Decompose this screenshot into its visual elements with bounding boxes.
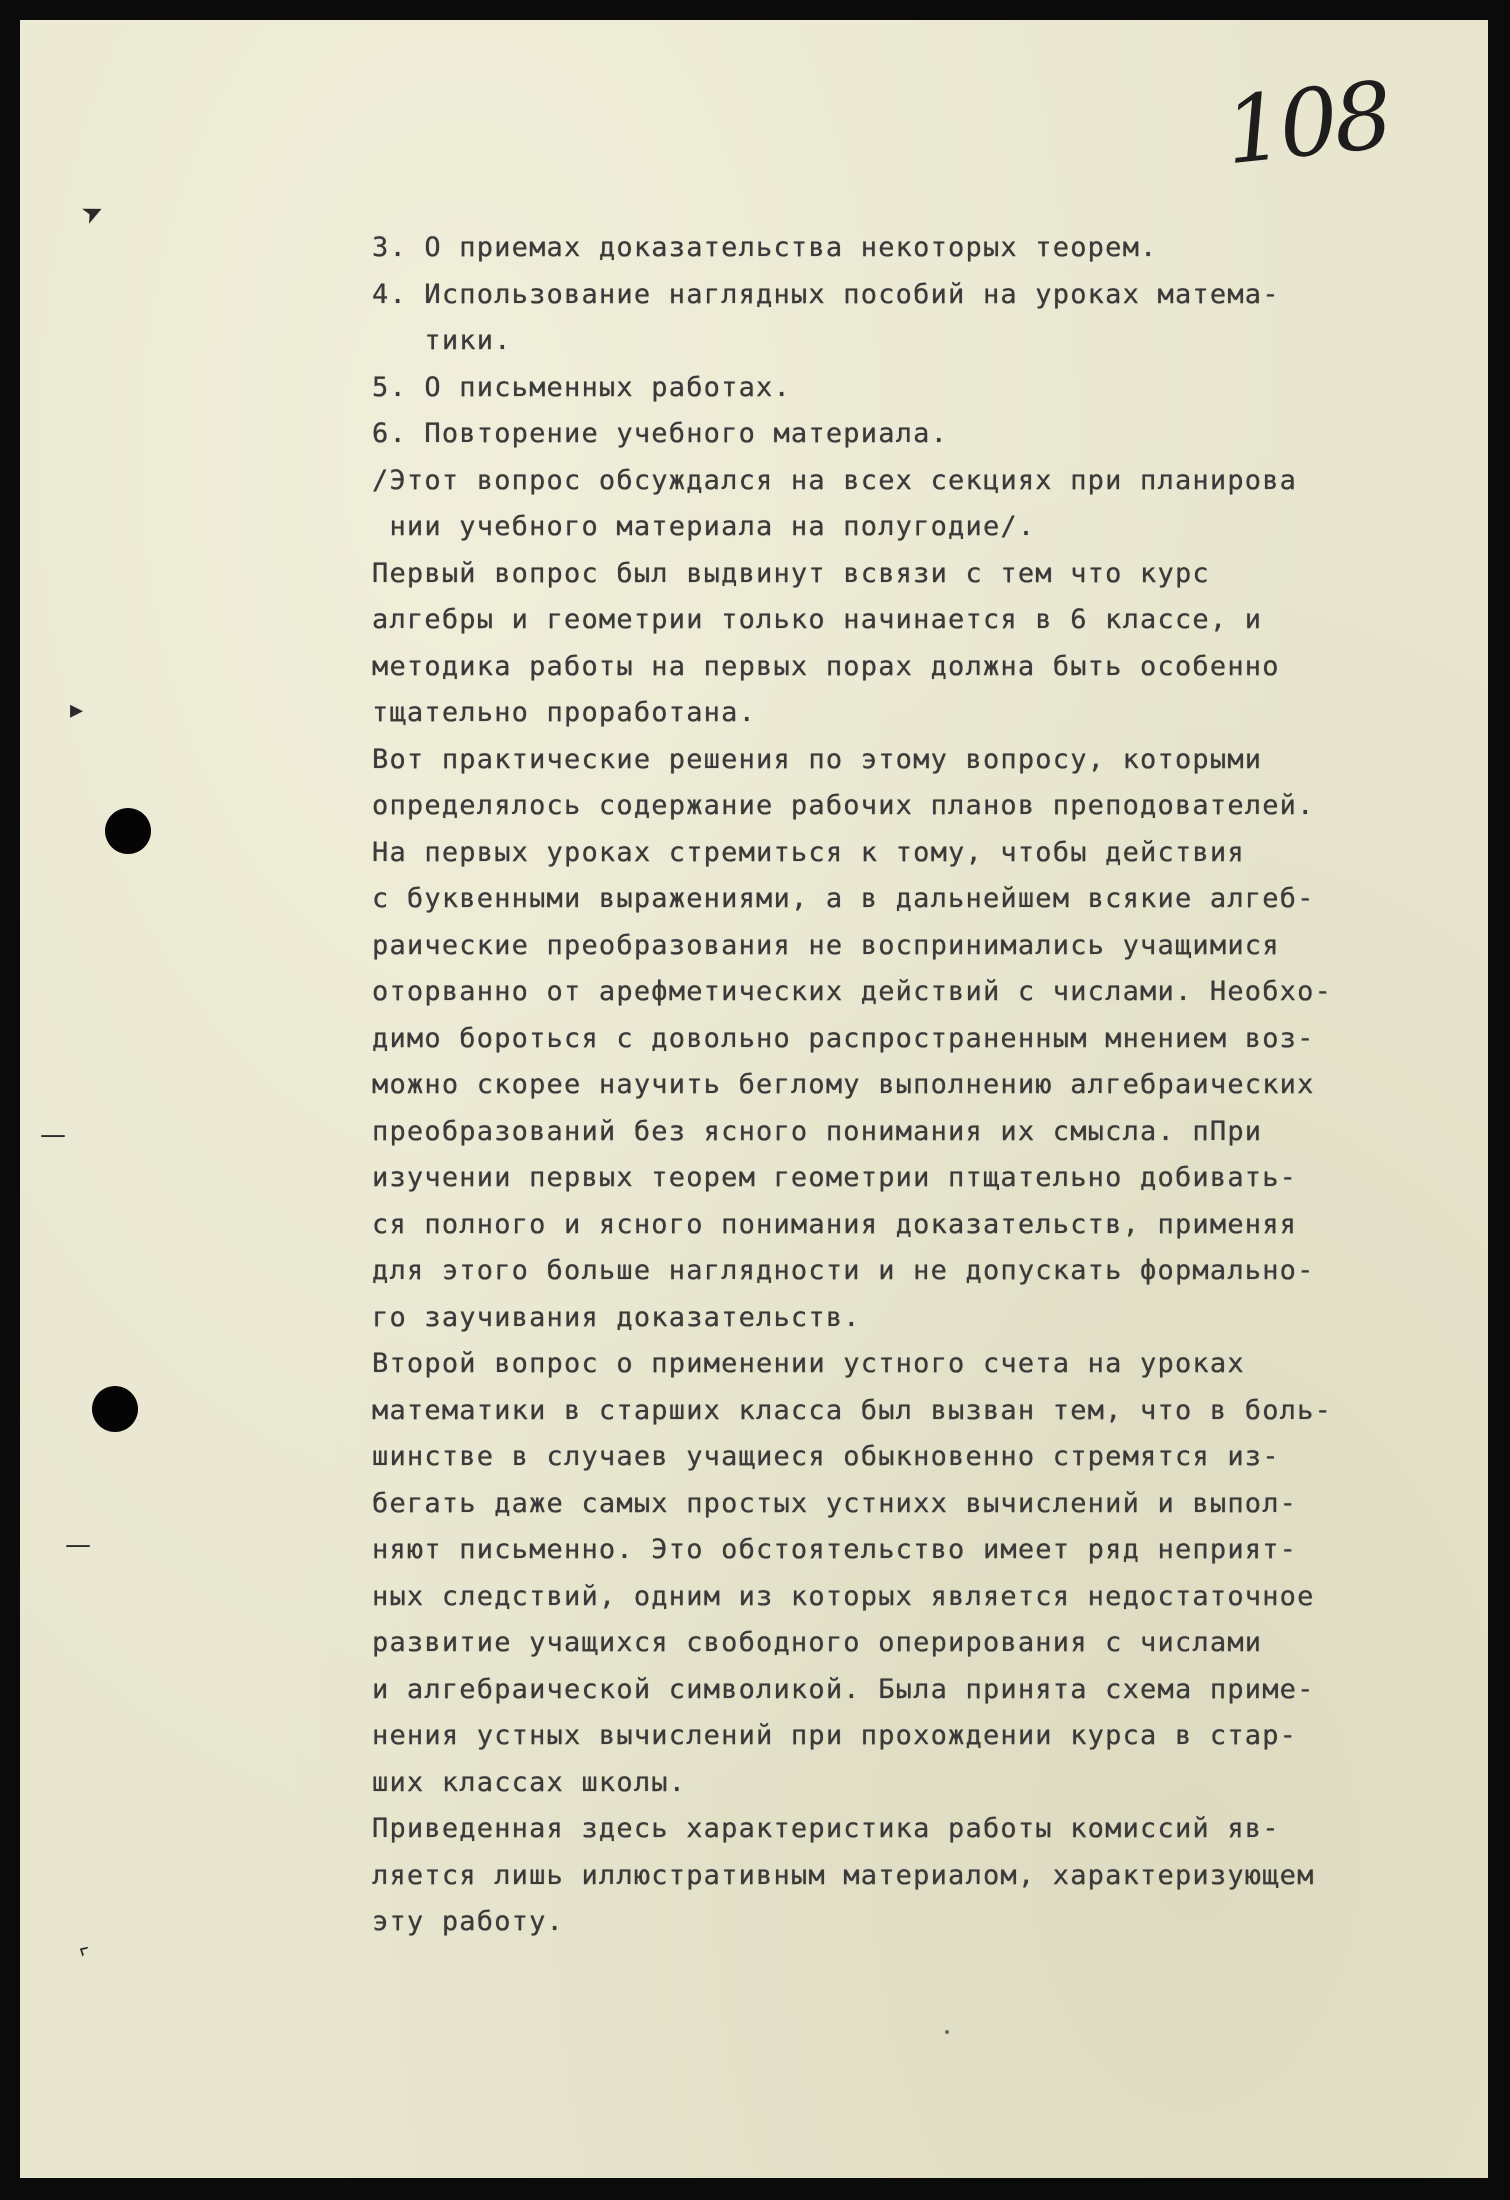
text-line: алгебры и геометрии только начинается в 6 классе, и — [372, 604, 1263, 635]
text-line: На первых уроках стремиться к тому, чтобы действия — [372, 836, 1245, 868]
handwritten-page-number: 108 — [1219, 61, 1394, 186]
typed-text-body — [372, 225, 1452, 1946]
text-line: ся полного и ясного понимания доказательств, применяя — [372, 1208, 1298, 1240]
text-line: раические преобразования не воспринимались учащимися — [372, 929, 1280, 961]
text-line: ляется лишь иллюстративным материалом, характеризующем — [372, 1859, 1315, 1891]
text-line: развитие учащихся свободного оперирования с числами — [372, 1627, 1263, 1658]
text-line: димо бороться с довольно распространенным мнением воз- — [372, 1022, 1315, 1054]
punch-hole — [105, 808, 151, 854]
text-line: нения устных вычислений при прохождении курса в стар- — [372, 1720, 1298, 1751]
text-line: /Этот вопрос обсуждался на всех секциях при планирова — [372, 464, 1298, 496]
margin-mark-icon: ‹ — [71, 1934, 96, 1966]
text-line: тики. — [372, 325, 512, 356]
margin-mark-icon: — — [40, 1120, 66, 1150]
punch-hole — [92, 1386, 138, 1432]
text-line: бегать даже самых простых устнихх вычислений и выпол- — [372, 1487, 1298, 1519]
text-line: с буквенными выражениями, а в дальнейшем всякие алгеб- — [372, 883, 1315, 914]
text-line: тщательно проработана. — [372, 697, 757, 728]
text-line: Приведенная здесь характеристика работы комиссий яв- — [372, 1813, 1280, 1844]
text-line: ных следствий, одним из которых является недостаточное — [372, 1580, 1315, 1612]
text-line: го заучивания доказательств. — [372, 1301, 861, 1333]
text-line: для этого больше наглядности и не допускать формально- — [372, 1255, 1315, 1286]
document-page — [20, 20, 1488, 2178]
text-line: нии учебного материала на полугодие/. — [372, 511, 1036, 542]
text-line: 4. Использование наглядных пособий на уроках матема- — [372, 278, 1280, 310]
text-line: Вот практические решения по этому вопросу, которыми — [372, 743, 1263, 775]
text-line: Второй вопрос о применении устного счета на уроках — [372, 1348, 1245, 1379]
margin-mark-icon: — — [65, 1530, 91, 1560]
margin-mark-icon: ▸ — [70, 695, 84, 725]
text-line: можно скорее научить беглому выполнению алгебраических — [372, 1069, 1315, 1100]
text-line: 5. О письменных работах. — [372, 371, 791, 403]
text-line: изучении первых теорем геометрии птщательно добивать- — [372, 1162, 1298, 1193]
text-line: няют письменно. Это обстоятельство имеет ряд неприят- — [372, 1534, 1298, 1565]
text-line: преобразований без ясного понимания их смысла. пПри — [372, 1115, 1263, 1147]
text-line: оторванно от арефметических действий с числами. Необхо- — [372, 976, 1333, 1007]
text-line: 6. Повторение учебного материала. — [372, 418, 949, 449]
text-line: ших классах школы. — [372, 1766, 687, 1798]
margin-mark-icon: ➤ — [76, 194, 110, 232]
text-line: шинстве в случаев учащиеся обыкновенно стремятся из- — [372, 1441, 1280, 1472]
text-line: 3. О приемах доказательства некоторых теорем. — [372, 232, 1158, 263]
text-line: определялось содержание рабочих планов преподователей. — [372, 790, 1315, 821]
paper-speck — [945, 2030, 949, 2034]
text-line: методика работы на первых порах должна быть особенно — [372, 650, 1280, 682]
text-line: эту работу. — [372, 1906, 565, 1937]
text-line: математики в старших класса был вызван тем, что в боль- — [372, 1394, 1333, 1426]
text-line: и алгебраической символикой. Была принята схема приме- — [372, 1673, 1315, 1705]
text-line: Первый вопрос был выдвинут всвязи с тем что курс — [372, 557, 1210, 589]
